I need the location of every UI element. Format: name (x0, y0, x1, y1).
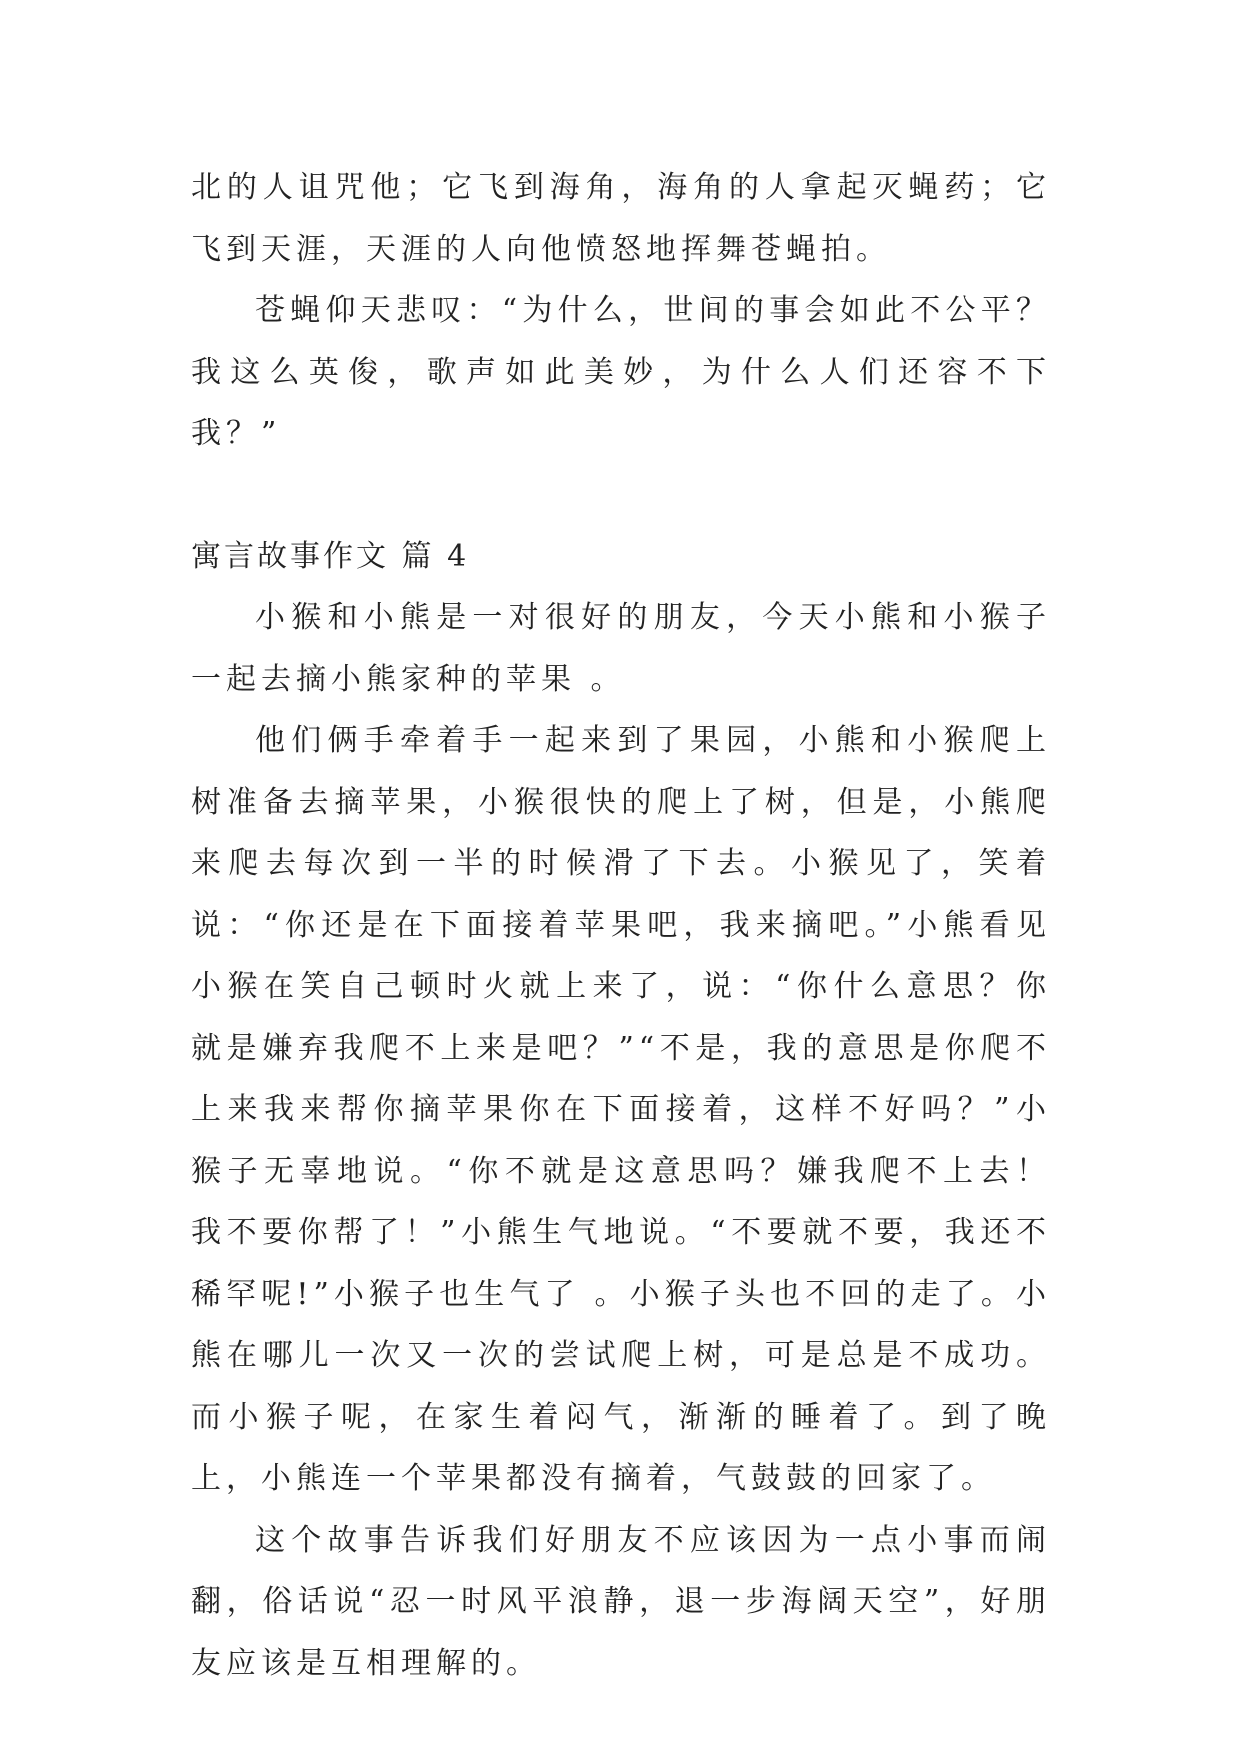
paragraph-story: 他们俩手牵着手一起来到了果园，小熊和小猴爬上树准备去摘苹果，小猴很快的爬上了树，但是，小熊爬来爬去每次到一半的时候滑了下去。小猴见了，笑着说：“你还是在下面接着苹果吧，我来摘吧。”小熊看见小猴在笑自己顿时火就上来了，说：“你什么意思？你就是嫌弃我爬不上来是吧？”“不是，我的意思是你爬不上来我来帮你摘苹果你在下面接着，这样不好吗？”小猴子无辜地说。“你不就是这意思吗？嫌我爬不上去！我不要你帮了！”小熊生气地说。“不要就不要，我还不稀罕呢!”小猴子也生气了 。小猴子头也不回的走了。小熊在哪儿一次又一次的尝试爬上树，可是总是不成功。而小猴子呢，在家生着闷气，渐渐的睡着了。到了晚上，小熊连一个苹果都没有摘着，气鼓鼓的回家了。 (191, 723, 1051, 1496)
paragraph-fly-lament: 苍蝇仰天悲叹：“为什么，世间的事会如此不公平？我这么英俊，歌声如此美妙，为什么人们还容不下我？” (191, 293, 1051, 451)
paragraph-continued: 北的人诅咒他；它飞到海角，海角的人拿起灭蝇药；它飞到天涯，天涯的人向他愤怒地挥舞苍蝇拍。 (191, 170, 1051, 267)
section-title: 寓言故事作文 篇 4 (191, 538, 470, 574)
paragraph-intro: 小猴和小熊是一对很好的朋友，今天小熊和小猴子一起去摘小熊家种的苹果 。 (191, 600, 1051, 697)
document-body (191, 157, 1051, 1694)
paragraph-moral: 这个故事告诉我们好朋友不应该因为一点小事而闹翻，俗话说“忍一时风平浪静，退一步海阔天空”，好朋友应该是互相理解的。 (191, 1522, 1051, 1681)
